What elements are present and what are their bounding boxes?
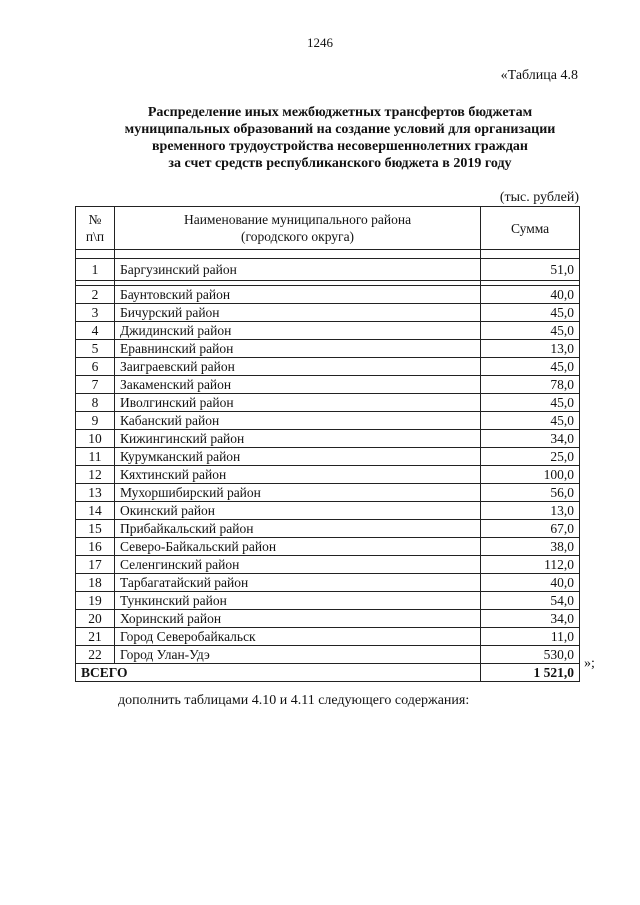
- units-label: (тыс. рублей): [499, 190, 579, 205]
- row-sum-cell: 54,0: [481, 592, 580, 610]
- header-sum: Сумма: [481, 207, 580, 250]
- footer-text: дополнить таблицами 4.10 и 4.11 следующего содержания:: [118, 693, 470, 708]
- title-line: Распределение иных межбюджетных трансфертов бюджетам: [147, 105, 533, 120]
- row-name-cell: Кабанский район: [114, 412, 480, 430]
- row-name-cell: Тарбагатайский район: [114, 574, 480, 592]
- row-name-cell: Хоринский район: [114, 610, 480, 628]
- row-name-cell: Баргузинский район: [114, 259, 480, 281]
- table-row: [76, 520, 580, 538]
- row-sum-cell: 45,0: [481, 304, 580, 322]
- row-name-cell: Курумканский район: [114, 448, 480, 466]
- table-row: [76, 322, 580, 340]
- header-spacer-row: [76, 250, 580, 259]
- row-number-cell: 19: [76, 592, 115, 610]
- row-sum-cell: 51,0: [481, 259, 580, 281]
- row-sum-cell: 45,0: [481, 394, 580, 412]
- row-name-cell: Окинский район: [114, 502, 480, 520]
- table-row: [76, 304, 580, 322]
- row-name-cell: Кяхтинский район: [114, 466, 480, 484]
- table-row: [76, 538, 580, 556]
- title-line: муниципальных образований на создание условий для организации: [124, 122, 556, 137]
- row-number-cell: 17: [76, 556, 115, 574]
- row-number-cell: 13: [76, 484, 115, 502]
- table-row: [76, 448, 580, 466]
- table-row: [76, 412, 580, 430]
- row-sum-cell: 34,0: [481, 610, 580, 628]
- row-name-cell: Заиграевский район: [114, 358, 480, 376]
- row-name-cell: Город Улан-Удэ: [114, 646, 480, 664]
- row-name-cell: Бичурский район: [114, 304, 480, 322]
- row-number-cell: 18: [76, 574, 115, 592]
- table-row: [76, 466, 580, 484]
- row-name-cell: Тункинский район: [114, 592, 480, 610]
- table-row: [76, 394, 580, 412]
- table-reference: «Таблица 4.8: [500, 68, 578, 83]
- closing-quote: »;: [584, 656, 595, 671]
- row-number-cell: 10: [76, 430, 115, 448]
- page-number: 1246: [307, 35, 333, 50]
- row-sum-cell: 45,0: [481, 358, 580, 376]
- row-number-cell: 8: [76, 394, 115, 412]
- row-name-cell: Мухоршибирский район: [114, 484, 480, 502]
- table-row: [76, 502, 580, 520]
- table-row: [76, 628, 580, 646]
- row-number-cell: 22: [76, 646, 115, 664]
- row-sum-cell: 38,0: [481, 538, 580, 556]
- row-number-cell: 3: [76, 304, 115, 322]
- table-header-row: [76, 207, 580, 250]
- row-name-cell: Прибайкальский район: [114, 520, 480, 538]
- header-number-line: п\п: [85, 229, 105, 244]
- row-number-cell: 9: [76, 412, 115, 430]
- row-number-cell: 2: [76, 286, 115, 304]
- row-number-cell: 7: [76, 376, 115, 394]
- row-sum-cell: 56,0: [481, 484, 580, 502]
- title-line: за счет средств республиканского бюджета в 2019 году: [168, 156, 512, 171]
- table-row: [76, 430, 580, 448]
- row-number-cell: 6: [76, 358, 115, 376]
- table-row: [76, 556, 580, 574]
- row-sum-cell: 45,0: [481, 322, 580, 340]
- table-row: [76, 286, 580, 304]
- header-number-line: №: [88, 212, 102, 227]
- row-number-cell: 4: [76, 322, 115, 340]
- row-number-cell: 11: [76, 448, 115, 466]
- row-sum-cell: 45,0: [481, 412, 580, 430]
- row-sum-cell: 112,0: [481, 556, 580, 574]
- table-row: [76, 358, 580, 376]
- row-number-cell: 16: [76, 538, 115, 556]
- row-name-cell: Иволгинский район: [114, 394, 480, 412]
- row-number-cell: 15: [76, 520, 115, 538]
- row-number-cell: 12: [76, 466, 115, 484]
- title-line: временного трудоустройства несовершеннолетних граждан: [152, 139, 528, 154]
- total-row: [76, 664, 580, 682]
- row-sum-cell: 11,0: [481, 628, 580, 646]
- row-number-cell: 14: [76, 502, 115, 520]
- row-name-cell: Баунтовский район: [114, 286, 480, 304]
- table-body: [76, 259, 580, 682]
- row-name-cell: Джидинский район: [114, 322, 480, 340]
- header-number: [76, 207, 115, 250]
- transfer-table: [75, 206, 580, 682]
- table-row: [76, 592, 580, 610]
- row-sum-cell: 13,0: [481, 502, 580, 520]
- row-sum-cell: 78,0: [481, 376, 580, 394]
- table-row: [76, 340, 580, 358]
- row-sum-cell: 40,0: [481, 286, 580, 304]
- header-name-line: Наименование муниципального района: [183, 212, 412, 227]
- row-name-cell: Селенгинский район: [114, 556, 480, 574]
- table-row: [76, 376, 580, 394]
- row-sum-cell: 34,0: [481, 430, 580, 448]
- table-row: [76, 574, 580, 592]
- row-sum-cell: 25,0: [481, 448, 580, 466]
- header-name-line: (городского округа): [241, 229, 355, 244]
- row-sum-cell: 530,0: [481, 646, 580, 664]
- row-name-cell: Кижингинский район: [114, 430, 480, 448]
- row-number-cell: 1: [76, 259, 115, 281]
- table-row: [76, 484, 580, 502]
- row-sum-cell: 13,0: [481, 340, 580, 358]
- row-sum-cell: 100,0: [481, 466, 580, 484]
- row-name-cell: Северо-Байкальский район: [114, 538, 480, 556]
- document-title: [90, 104, 590, 172]
- row-number-cell: 20: [76, 610, 115, 628]
- row-sum-cell: 40,0: [481, 574, 580, 592]
- row-name-cell: Город Северобайкальск: [114, 628, 480, 646]
- total-label: ВСЕГО: [76, 664, 481, 682]
- row-number-cell: 21: [76, 628, 115, 646]
- row-name-cell: Закаменский район: [114, 376, 480, 394]
- table-row: [76, 610, 580, 628]
- table-row: [76, 646, 580, 664]
- table-row: [76, 259, 580, 281]
- row-sum-cell: 67,0: [481, 520, 580, 538]
- row-name-cell: Еравнинский район: [114, 340, 480, 358]
- header-name: [114, 207, 480, 250]
- row-number-cell: 5: [76, 340, 115, 358]
- total-sum: 1 521,0: [481, 664, 580, 682]
